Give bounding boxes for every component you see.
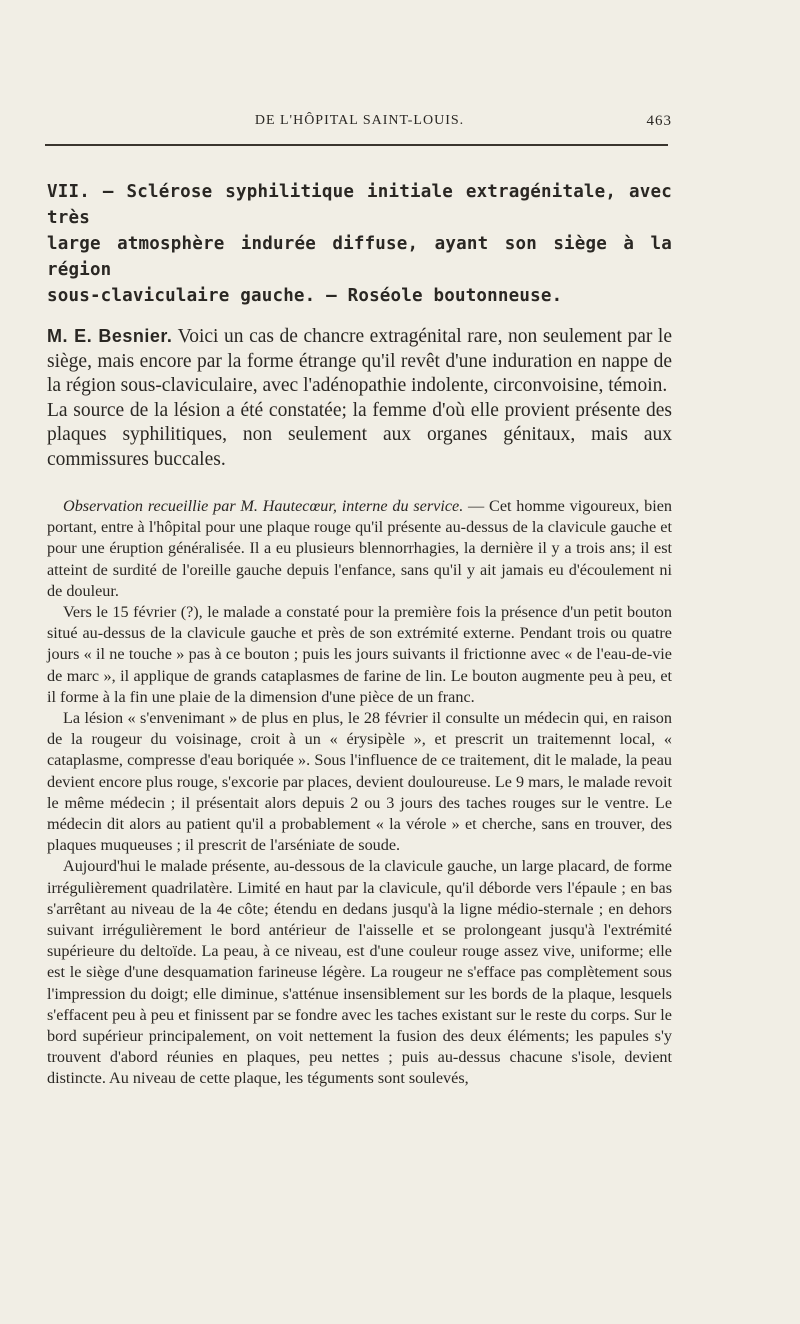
intro-paragraph: La source de la lésion a été constatée; la femme d'où elle provient présente des plaques syphilitiques, non seulement aux organes génitaux, mais aux commissures buccales. xyxy=(47,399,672,470)
observation-paragraph: Vers le 15 février (?), le malade a constaté pour la première fois la présence d'un petit bouton situé au-dessus de la clavicule gauche et près de son extrémité externe. Pendant trois ou quatre jours « il ne touche » pas à ce bouton ; puis les jours suivants il frictionne avec « de l'eau-de-vie de marc », il applique de grands cataplasmes de farine de lin. Le bouton augmente peu à peu, et il forme à la fin une plaie de la dimension d'une pièce de un franc. xyxy=(47,603,672,706)
observation-paragraph xyxy=(47,496,672,602)
running-title: DE L'HÔPITAL SAINT-LOUIS. xyxy=(254,113,465,128)
section-heading xyxy=(47,179,672,309)
header-rule xyxy=(45,144,668,146)
section-heading-line: sous-claviculaire gauche. — Roséole boutonneuse. xyxy=(47,286,563,306)
observation-title: Observation recueillie par M. Hautecœur, interne du service. xyxy=(63,497,464,515)
observation-paragraph: Aujourd'hui le malade présente, au-dessous de la clavicule gauche, un large placard, de forme irrégulièrement quadrilatère. Limité en haut par la clavicule, qu'il déborde vers l'épaule ; en bas s'arrêtant au niveau de la 4e côte; étendu en dedans jusqu'à la ligne médio-sternale ; en dehors suivant irrégulièrement le bord antérieur de l'aisselle et se prolongeant jusqu'à l'extrémité supérieure du deltoïde. La peau, à ce niveau, est d'une couleur rouge assez vive, uniforme; elle est le siège d'une desquamation farineuse légère. La rougeur ne s'efface pas complètement sous l'impression du doigt; elle diminue, s'atténue insensiblement sur les bords de la plaque, lesquels s'effacent peu à peu et finissent par se fondre avec les taches existant sur le reste du corps. Sur le bord supérieur principalement, on voit nettement la fusion des deux éléments; les papules s'y trouvent d'abord réunies en plaques, peu nettes ; puis au-dessus chacune s'isole, devient distincte. Au niveau de cette plaque, les téguments sont soulevés, xyxy=(47,857,672,1088)
section-heading-line: VII. — Sclérose syphilitique initiale extragénitale, avec très xyxy=(47,182,672,228)
observation-paragraph: La lésion « s'envenimant » de plus en plus, le 28 février il consulte un médecin qui, en raison de la rougeur du voisinage, croit à un « érysipèle », et prescrit un traitemennt local, « cataplasme, compresse d'eau boriquée ». Sous l'influence de ce traitement, dit le malade, la peau devient encore plus rouge, s'excorie par places, devient douloureuse. Le 9 mars, le malade revoit le même médecin ; il présentait alors depuis 2 ou 3 jours des taches rouges sur le ventre. Le médecin dit alors au patient qu'il a probablement « la vérole » et cherche, sans en trouver, des plaques muqueuses ; il prescrit de l'arséniate de soude. xyxy=(47,709,672,855)
intro-paragraph-text: Voici un cas de chancre extragénital rare, non seulement par le siège, mais encore par la forme étrange qu'il revêt d'une induration en nappe de la région sous-claviculaire, avec l'adénopathie indolente, circonvoisine, témoin. xyxy=(47,326,672,396)
intro-paragraph xyxy=(47,324,672,399)
section-heading-line: large atmosphère indurée diffuse, ayant son siège à la région xyxy=(47,234,672,280)
speaker-name: M. E. Besnier. xyxy=(47,326,173,346)
intro-text xyxy=(47,324,672,472)
book-page xyxy=(47,108,672,1090)
observation xyxy=(47,496,672,1090)
running-head xyxy=(47,108,672,134)
page-number: 463 xyxy=(646,113,672,129)
observation-paragraph-text: — Cet homme vigoureux, bien portant, entre à l'hôpital pour une plaque rouge qu'il présente au-dessus de la clavicule gauche et pour une éruption généralisée. Il a eu plusieurs blennorrhagies, la dernière il y a trois ans; il est atteint de surdité de l'oreille gauche depuis l'enfance, sans qu'il y ait jamais eu d'écoulement ni de douleur. xyxy=(47,497,672,600)
